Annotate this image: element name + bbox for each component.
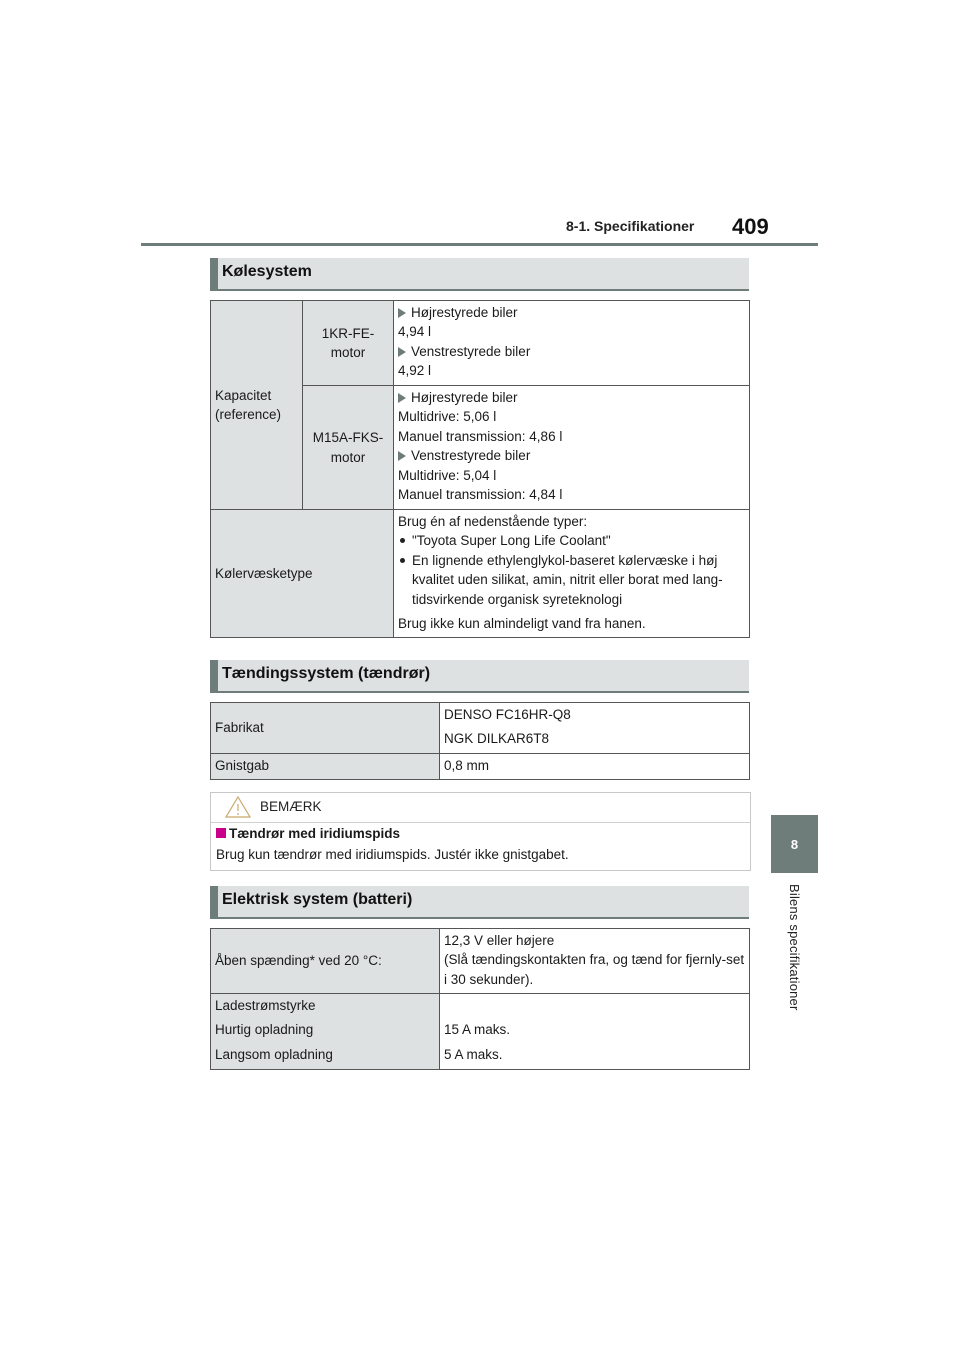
note-label: BEMÆRK (260, 799, 322, 814)
engine2-rhd-multidrive: Multidrive: 5,06 l (398, 409, 497, 425)
cooling-section-heading: Kølesystem (210, 258, 749, 291)
coolant-bullet: En lignende ethylenglykol-baseret kølervæske i høj kvalitet uden silikat, amin, nitrit eller borat med lang-tidsvirkende organisk syreteknologi (398, 551, 745, 609)
chapter-tab (771, 815, 818, 873)
charge-label: Ladestrømstyrke (215, 998, 316, 1013)
arrow-right-icon (398, 308, 406, 318)
coolant-label: Kølervæsketype (211, 510, 394, 638)
engine2-lhd-manual: Manuel transmission: 4,84 l (398, 487, 563, 503)
note-text: Brug kun tændrør med iridiumspids. Justér ikke gnistgabet. (216, 847, 569, 862)
make-ngk: NGK DILKAR6T8 (444, 731, 550, 747)
note-box (210, 792, 751, 871)
ignition-section-heading: Tændingssystem (tændrør) (210, 660, 749, 693)
square-bullet-icon (216, 828, 226, 838)
note-header (211, 793, 750, 823)
note-heading: Tændrør med iridiumspids (216, 826, 400, 841)
engine2-lhd-heading: Venstrestyrede biler (398, 446, 745, 465)
electrical-section-heading: Elektrisk system (batteri) (210, 886, 749, 919)
cooling-table (210, 300, 750, 638)
charge-spacer (444, 996, 745, 1015)
engine2-lhd-multidrive: Multidrive: 5,04 l (398, 467, 497, 483)
engine1-label: 1KR-FE-motor (303, 301, 394, 386)
chapter-number: 8 (790, 836, 799, 852)
coolant-values (394, 510, 750, 638)
arrow-right-icon (398, 347, 406, 357)
warning-icon (225, 796, 251, 818)
charge-values (440, 994, 750, 1070)
section-title: 8-1. Specifikationer (566, 218, 695, 234)
make-denso: DENSO FC16HR-Q8 (444, 707, 571, 722)
engine1-rhd-heading: Højrestyrede biler (398, 303, 745, 322)
gap-label: Gnistgab (211, 754, 440, 780)
engine2-rhd-manual: Manuel transmission: 4,86 l (398, 428, 563, 444)
coolant-bullet: "Toyota Super Long Life Coolant" (398, 531, 745, 550)
make-values (440, 703, 750, 754)
engine2-rhd-heading: Højrestyrede biler (398, 388, 745, 407)
gap-value: 0,8 mm (440, 754, 750, 780)
chapter-title: Bilens specifikationer (787, 884, 802, 1011)
make-label: Fabrikat (211, 703, 440, 754)
engine2-values (394, 386, 750, 510)
coolant-intro: Brug én af nedenstående typer: (398, 514, 588, 529)
engine1-lhd-heading: Venstrestyrede biler (398, 342, 745, 361)
voltage-label: Åben spænding* ved 20 °C: (211, 929, 440, 994)
ignition-table (210, 702, 750, 780)
coolant-footer: Brug ikke kun almindeligt vand fra hanen. (398, 616, 646, 632)
slow-charge-value: 5 A maks. (444, 1046, 503, 1062)
capacity-label: Kapacitet (reference) (211, 301, 303, 510)
electrical-table (210, 928, 750, 1070)
page-number: 409 (732, 214, 769, 239)
voltage-note: (Slå tændingskontakten fra, og tænd for fjernly-set i 30 sekunder). (444, 952, 745, 987)
fast-charge-label: Hurtig opladning (215, 1022, 314, 1038)
engine2-label: M15A-FKS-motor (303, 386, 394, 510)
header-rule (141, 243, 818, 246)
arrow-right-icon (398, 451, 406, 461)
engine1-values (394, 301, 750, 386)
voltage-values (440, 929, 750, 994)
slow-charge-label: Langsom opladning (215, 1046, 333, 1062)
engine1-rhd-value: 4,94 l (398, 324, 432, 340)
voltage-value: 12,3 V eller højere (444, 933, 555, 948)
engine1-lhd-value: 4,92 l (398, 363, 432, 379)
arrow-right-icon (398, 393, 406, 403)
charge-labels (211, 994, 440, 1070)
fast-charge-value: 15 A maks. (444, 1022, 511, 1038)
